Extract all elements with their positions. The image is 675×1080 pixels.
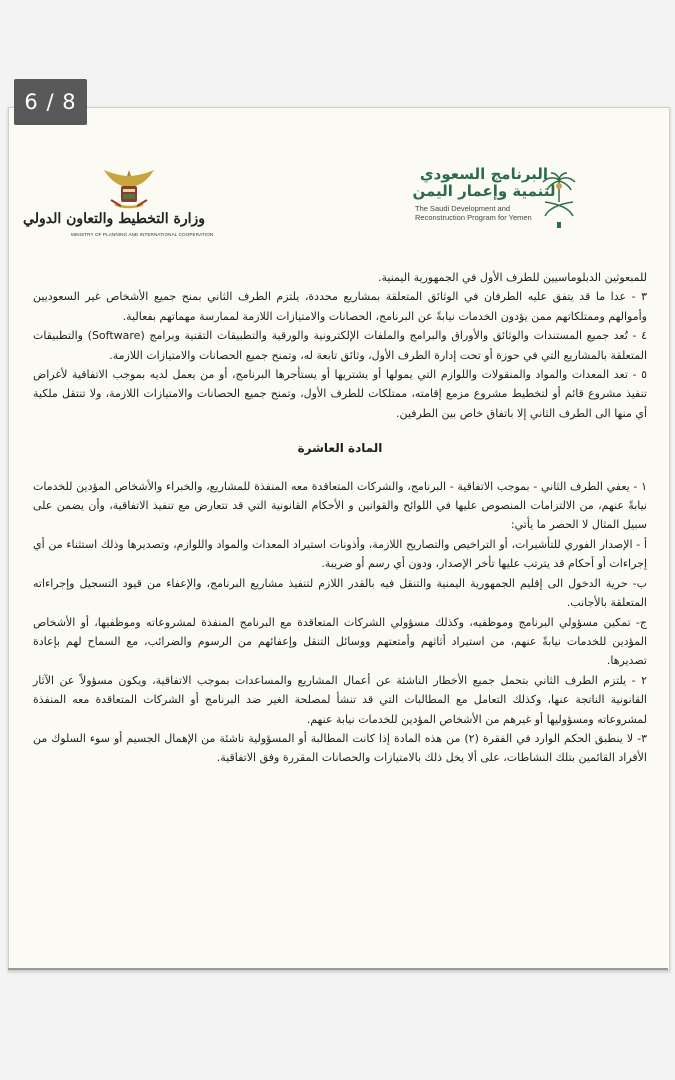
ministry-name-arabic: وزارة التخطيط والتعاون الدولي bbox=[23, 211, 205, 227]
sdrpy-name-english-line2: Reconstruction Program for Yemen bbox=[415, 213, 532, 222]
page-counter: 6 / 8 bbox=[14, 79, 87, 125]
paragraph: أ - الإصدار الفوري للتأشيرات، أو التراخيص والتصاريح اللازمة، وأذونات استيراد المعدات والمواد واللوازم، وتصديرها وذلك استثناء من أي إجراءات أو أحكام قد يترتب عليها تأخر الإصدار، ودون أي رسم أو ضريبة. bbox=[33, 537, 647, 571]
sdrpy-logo bbox=[411, 166, 557, 222]
paragraph: ٣ - عدا ما قد يتفق عليه الطرفان في الوثائق المتعلقة بمشاريع محددة، يلتزم الطرف الثاني بمنح جميع الأشخاص غير السعوديين وأموالهم وممتلكاتهم ممن يؤدون الخدمات نيابةً عن البرنامج، الحصانات والامتيازات اللازمة لممارسة مهماتهم بفعالية. bbox=[33, 290, 647, 323]
paragraph: للمبعوثين الدبلوماسيين للطرف الأول في الجمهورية اليمنية. bbox=[378, 271, 647, 284]
sdrpy-name-arabic-line2: لتنمية وإعمار اليمن bbox=[412, 182, 556, 200]
paragraph: ٣- لا ينطبق الحكم الوارد في الفقرة (٢) من هذه المادة إذا كانت المطالبة أو المسؤولية ناشئة من الإهمال الجسيم أو سوء السلوك من الأفراد القائمين بتلك النشاطات، على ألا يخل ذلك بالامتيازات والحصانات المقررة وفق الاتفاقية. bbox=[33, 731, 647, 765]
section-heading: المادة العاشرة bbox=[297, 441, 383, 456]
document-body bbox=[33, 268, 647, 768]
paragraph: ج- تمكين مسؤولي البرنامج وموظفيه، وكذلك مسؤولي الشركات المتعاقدة مع البرنامج المنفذة لمشروعاته وموظفيها، أو الأشخاص المؤدين للخدمات نيابةً عنهم، من استيراد أثاثهم وأمتعتهم ووسائل التنقل وإعفائهم من الرسوم والضرائب، مع السماح لهم بإعادة تصديرها. bbox=[33, 615, 647, 668]
paragraph: ٤ - تُعد جميع المستندات والوثائق والأوراق والبرامج والملفات الإلكترونية والورقية والتطبيقات التقنية وبرامج (Software) والتطبيقات المتعلقة بالمشاريع التي في حوزة أو تحت إدارة الطرف الأول، وثائق تابعة له، وتمنح جميع الحصانات والامتيازات اللازمة. bbox=[33, 329, 647, 362]
ministry-name-english: MINISTRY OF PLANNING AND INTERNATIONAL COOPERATION bbox=[71, 232, 214, 237]
paragraph: ٥ - تعد المعدات والمواد والمنقولات واللوازم التي يمولها أو يشتريها أو يستأجرها البرنامج، أو من يعمل لديه بموجب الاتفاقية لأغراض تنفيذ مشروع قائم أو لتخطيط مشروع مزمع إقامته، ممتلكات للطرف الأول، وتمنح جميع الحصانات والامتيازات اللازمة، ولا تنتقل ملكية أي منها الى الطرف الثاني إلا باتفاق خاص بين الطرفين. bbox=[33, 368, 647, 420]
sdrpy-name-english-line1: The Saudi Development and bbox=[415, 204, 511, 213]
document-page bbox=[8, 107, 670, 971]
page-bottom-edge bbox=[8, 968, 668, 970]
paragraph: ب- حرية الدخول الى إقليم الجمهورية اليمنية والتنقل فيه بالقدر اللازم لتنفيذ مشاريع البرنامج، والإعفاء من قيود التسجيل وإجراءاته المتعلقة بالأجانب. bbox=[33, 576, 647, 610]
paragraph: ١ - يعفي الطرف الثاني - بموجب الاتفاقية - البرنامج، والشركات المتعاقدة معه المنفذة للمشاريع، والخبراء والأشخاص المؤدين للخدمات نيابةً عنهم، من الالتزامات المنصوص عليها في اللوائح والقوانين و الأحكام القانونية التي قد تتعارض مع تنفيذ الاتفاقية، وأن يضمن على سبيل المثال لا الحصر ما يأتي: bbox=[33, 479, 647, 532]
sdrpy-name-arabic-line1: البرنامج السعودي bbox=[419, 165, 549, 183]
paragraph: ٢ - يلتزم الطرف الثاني بتحمل جميع الأخطار الناشئة عن أعمال المشاريع والمساعدات بموجب الاتفاقية، ويكون مسؤولاً عن الآثار القانونية الناتجة عنها، وكذلك التعامل مع المطالبات التي قد تنشأ لمصلحة الغير ضد البرنامج أو الشركات المتعاقدة معه المنفذة لمشروعاته ومسؤوليها أو غيرهم من الأشخاص المؤدين للخدمات نيابة عنهم. bbox=[33, 673, 647, 726]
eagle-emblem-icon bbox=[101, 166, 157, 212]
sdrpy-name-english bbox=[411, 204, 557, 222]
